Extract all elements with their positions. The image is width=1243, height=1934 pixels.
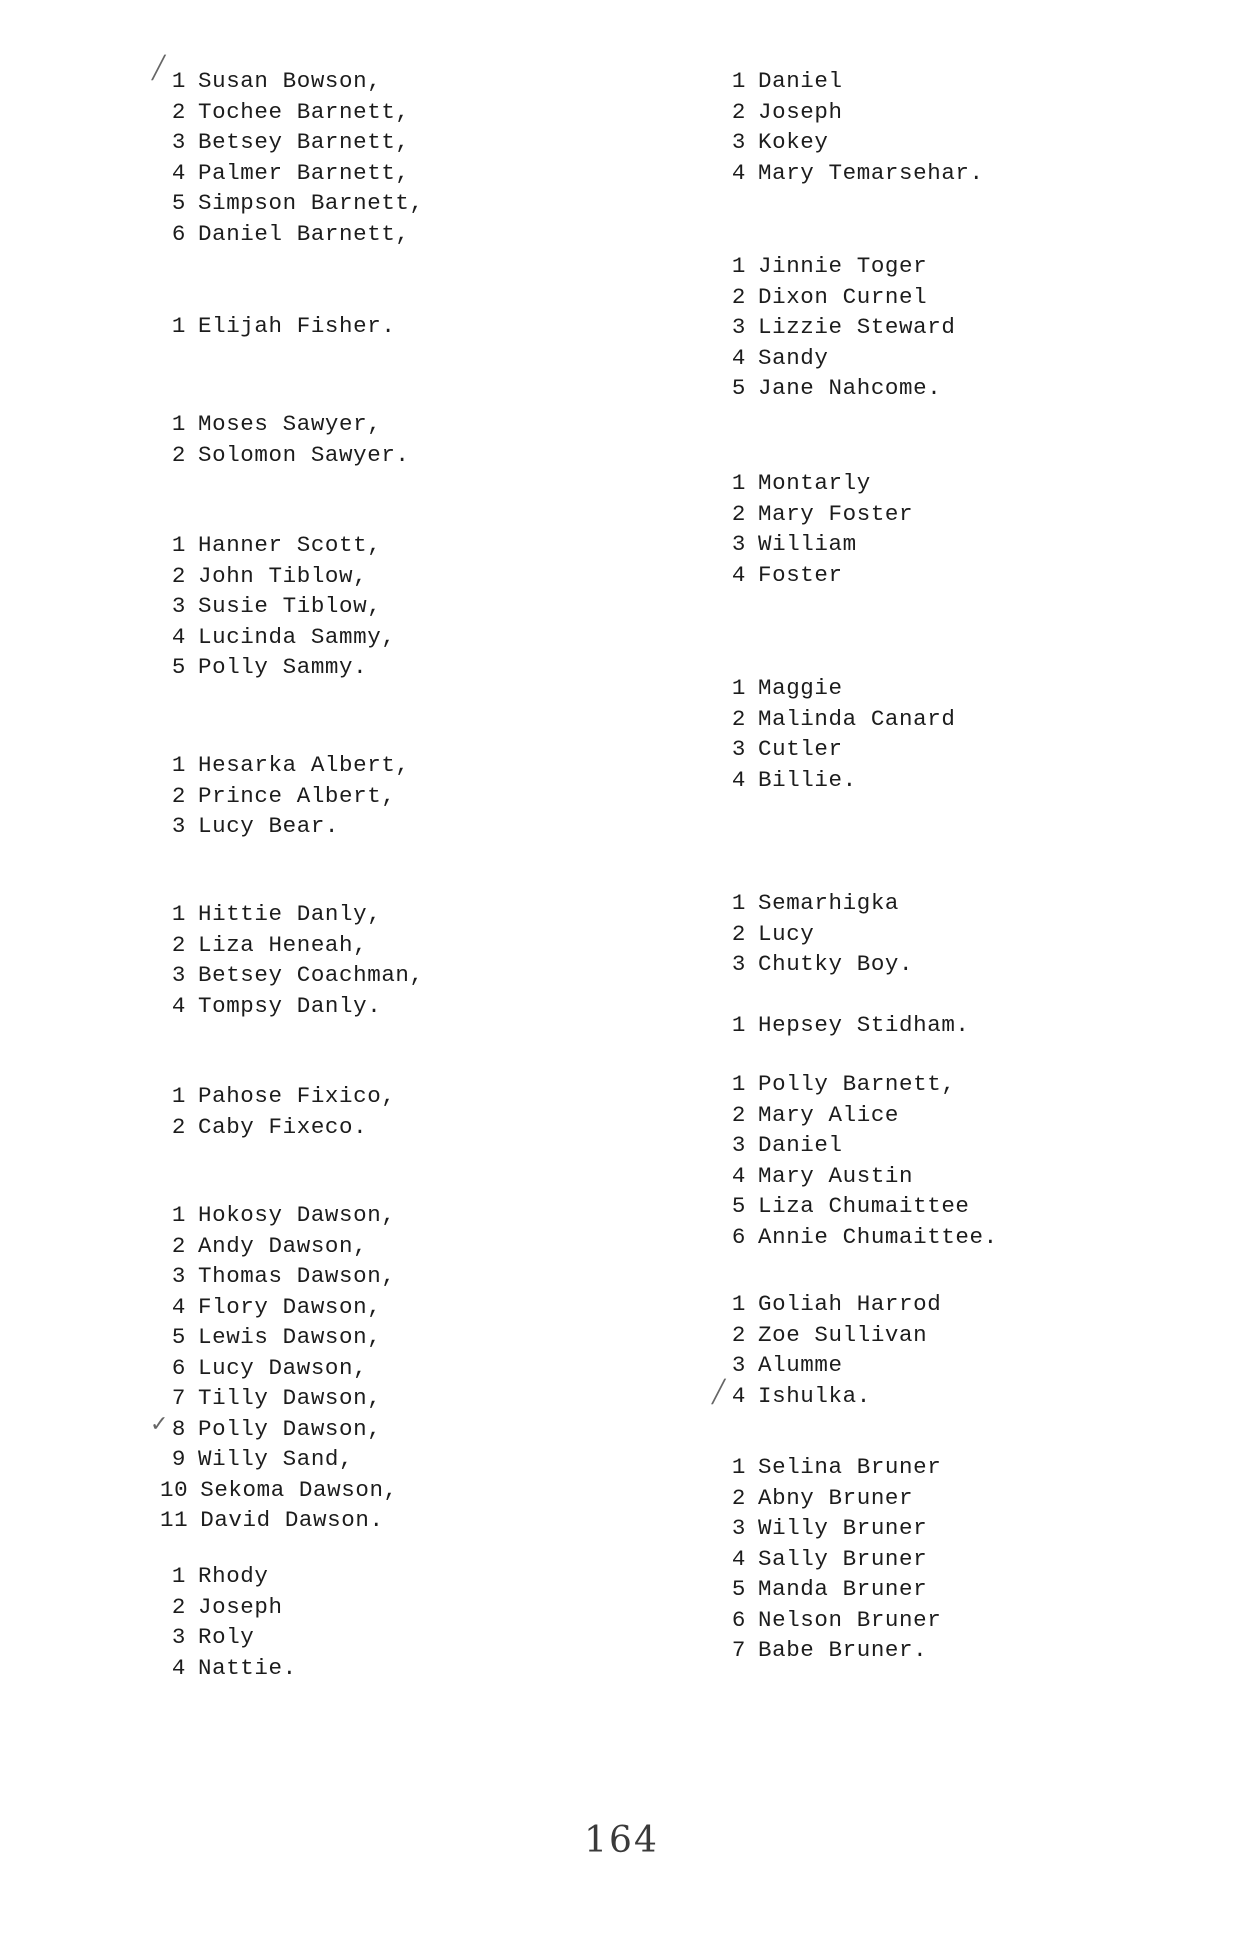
entry-number: 6 <box>171 220 186 247</box>
entry-number: 1 <box>171 1563 186 1589</box>
list-item <box>160 66 424 97</box>
entry-name: Goliah Harrod <box>758 1291 942 1317</box>
list-item <box>160 1561 297 1592</box>
entry-name: Nelson Bruner <box>758 1606 942 1633</box>
list-item <box>160 811 410 842</box>
entry-name: Mary Alice <box>758 1101 900 1128</box>
entry-name: John Tiblow, <box>198 562 368 589</box>
entry-name: Prince Albert, <box>198 782 396 809</box>
household-group <box>720 888 913 980</box>
entry-number: 2 <box>171 1232 186 1259</box>
entry-name: Liza Chumaittee <box>758 1193 970 1219</box>
entry-number: 5 <box>171 1324 186 1350</box>
entry-name: Susie Tiblow, <box>198 593 382 619</box>
entry-name: Jinnie Toger <box>758 253 928 279</box>
list-item <box>720 373 955 404</box>
entry-number: 1 <box>171 411 186 437</box>
list-item <box>720 704 955 735</box>
list-item <box>720 343 955 374</box>
entry-number: 2 <box>171 782 186 809</box>
entry-number: 3 <box>731 1132 746 1158</box>
entry-name: Lucy Bear. <box>198 813 340 839</box>
entry-name: Hokosy Dawson, <box>198 1202 396 1228</box>
entry-number: 4 <box>731 1382 746 1409</box>
entry-name: Lucinda Sammy, <box>198 623 396 650</box>
entry-number: 3 <box>731 736 746 762</box>
list-item <box>160 1383 398 1414</box>
entry-number: 1 <box>171 752 186 778</box>
entry-number: 1 <box>171 901 186 927</box>
page-number: 164 <box>584 1820 659 1861</box>
household-group <box>720 66 984 188</box>
list-item <box>720 97 984 128</box>
list-item <box>720 499 913 530</box>
list-item <box>160 991 424 1022</box>
list-item <box>720 765 955 796</box>
entry-name: Tompsy Danly. <box>198 992 382 1019</box>
entry-name: Maggie <box>758 675 843 701</box>
entry-name: Semarhigka <box>758 890 900 916</box>
entry-name: Mary Austin <box>758 1162 914 1189</box>
entry-name: Manda Bruner <box>758 1576 928 1602</box>
entry-number: 2 <box>171 441 186 468</box>
entry-number: 11 <box>160 1507 189 1533</box>
entry-name: Polly Barnett, <box>758 1071 956 1097</box>
entry-number: 1 <box>731 1071 746 1097</box>
list-item <box>160 409 410 440</box>
list-item <box>720 888 913 919</box>
list-item <box>720 1320 941 1351</box>
household-group <box>720 673 955 795</box>
entry-name: Mary Temarsehar. <box>758 159 984 186</box>
list-item <box>160 652 395 683</box>
entry-number: 3 <box>171 1624 186 1650</box>
entry-number: 10 <box>160 1476 189 1503</box>
entry-name: Abny Bruner <box>758 1484 914 1511</box>
entry-name: Kokey <box>758 129 829 155</box>
entry-name: Lucy <box>758 920 815 947</box>
entry-number: 2 <box>731 98 746 125</box>
entry-name: Jane Nahcome. <box>758 375 942 401</box>
household-group <box>160 1081 395 1142</box>
entry-number: 6 <box>731 1606 746 1633</box>
entry-number: 3 <box>731 951 746 977</box>
list-item <box>720 1191 998 1222</box>
list-item <box>720 1381 941 1412</box>
list-item <box>160 561 395 592</box>
entry-number: 8 <box>171 1415 186 1442</box>
entry-number: 3 <box>731 314 746 340</box>
list-item <box>720 1010 970 1041</box>
entry-name: Betsey Barnett, <box>198 129 410 155</box>
entry-number: 3 <box>731 1352 746 1378</box>
entry-name: Hesarka Albert, <box>198 752 410 778</box>
list-item <box>720 1289 941 1320</box>
entry-name: Mary Foster <box>758 500 914 527</box>
list-item <box>160 1231 398 1262</box>
check-mark-icon: ╱ <box>712 1380 726 1405</box>
list-item <box>720 282 955 313</box>
entry-number: 1 <box>731 470 746 496</box>
list-item <box>720 1130 998 1161</box>
entry-name: Hepsey Stidham. <box>758 1012 970 1038</box>
list-item <box>160 1505 398 1536</box>
list-item <box>160 440 410 471</box>
entry-number: 3 <box>731 129 746 155</box>
list-item <box>720 127 984 158</box>
entry-name: Polly Dawson, <box>198 1415 382 1442</box>
entry-number: 7 <box>731 1637 746 1663</box>
household-group <box>160 66 424 249</box>
entry-number: 3 <box>171 1263 186 1289</box>
entry-name: Sekoma Dawson, <box>200 1476 398 1503</box>
entry-name: Dixon Curnel <box>758 283 928 310</box>
entry-number: 3 <box>171 593 186 619</box>
household-group <box>720 1069 998 1252</box>
entry-number: 2 <box>731 283 746 310</box>
list-item <box>720 312 955 343</box>
list-item <box>720 734 955 765</box>
entry-name: Malinda Canard <box>758 705 956 732</box>
list-item <box>720 251 955 282</box>
list-item <box>160 311 395 342</box>
entry-number: 1 <box>731 675 746 701</box>
list-item <box>160 1261 398 1292</box>
list-item <box>720 949 913 980</box>
entry-name: Daniel <box>758 1132 843 1158</box>
list-item <box>720 66 984 97</box>
household-group <box>160 1561 297 1683</box>
household-group <box>720 468 913 590</box>
household-group <box>720 1289 941 1411</box>
entry-name: David Dawson. <box>200 1507 384 1533</box>
entry-number: 4 <box>171 1293 186 1320</box>
entry-name: Zoe Sullivan <box>758 1321 928 1348</box>
entry-name: Annie Chumaittee. <box>758 1223 998 1250</box>
household-group <box>160 530 395 683</box>
entry-number: 2 <box>731 705 746 732</box>
list-item <box>720 529 913 560</box>
entry-number: 3 <box>171 129 186 155</box>
entry-number: 1 <box>731 1012 746 1038</box>
check-mark-icon: ╱ <box>152 56 166 81</box>
entry-name: Selina Bruner <box>758 1454 942 1480</box>
entry-name: Caby Fixeco. <box>198 1113 368 1140</box>
entry-name: Ishulka. <box>758 1382 871 1409</box>
list-item <box>160 1353 398 1384</box>
entry-name: Willy Bruner <box>758 1515 928 1541</box>
entry-name: Joseph <box>198 1593 283 1620</box>
list-item <box>160 1653 297 1684</box>
entry-number: 2 <box>731 1101 746 1128</box>
entry-name: Tilly Dawson, <box>198 1385 382 1411</box>
household-group <box>160 409 410 470</box>
list-item <box>160 781 410 812</box>
entry-name: Flory Dawson, <box>198 1293 382 1320</box>
list-item <box>160 1444 398 1475</box>
entry-number: 3 <box>171 813 186 839</box>
entry-number: 1 <box>171 532 186 558</box>
entry-number: 7 <box>171 1385 186 1411</box>
entry-name: Lucy Dawson, <box>198 1354 368 1381</box>
entry-name: Tochee Barnett, <box>198 98 410 125</box>
entry-name: Willy Sand, <box>198 1446 354 1472</box>
entry-number: 1 <box>171 1202 186 1228</box>
household-group <box>160 311 395 342</box>
list-item <box>720 1069 998 1100</box>
entry-number: 4 <box>731 1545 746 1572</box>
entry-name: Palmer Barnett, <box>198 159 410 186</box>
entry-number: 4 <box>731 561 746 588</box>
list-item <box>160 97 424 128</box>
list-item <box>160 1475 398 1506</box>
entry-number: 3 <box>731 1515 746 1541</box>
entry-number: 4 <box>731 766 746 793</box>
list-item <box>160 1622 297 1653</box>
entry-number: 2 <box>171 98 186 125</box>
list-item <box>720 158 984 189</box>
entry-number: 5 <box>171 190 186 216</box>
entry-name: Pahose Fixico, <box>198 1083 396 1109</box>
household-group <box>160 1200 398 1536</box>
entry-number: 6 <box>731 1223 746 1250</box>
entry-number: 1 <box>731 68 746 94</box>
entry-number: 1 <box>171 313 186 339</box>
entry-number: 5 <box>731 375 746 401</box>
list-item <box>160 530 395 561</box>
list-item <box>160 930 424 961</box>
entry-number: 1 <box>731 1291 746 1317</box>
entry-name: Moses Sawyer, <box>198 411 382 437</box>
household-group <box>720 1452 941 1666</box>
entry-name: Simpson Barnett, <box>198 190 424 216</box>
entry-name: Cutler <box>758 736 843 762</box>
entry-number: 4 <box>171 992 186 1019</box>
entry-number: 1 <box>171 68 186 94</box>
list-item <box>160 1414 398 1445</box>
entry-name: Alumme <box>758 1352 843 1378</box>
entry-number: 4 <box>171 623 186 650</box>
entry-number: 1 <box>731 253 746 279</box>
entry-number: 5 <box>731 1193 746 1219</box>
list-item <box>160 960 424 991</box>
entry-number: 4 <box>731 344 746 371</box>
household-group <box>720 251 955 404</box>
entry-name: Thomas Dawson, <box>198 1263 396 1289</box>
list-item <box>160 1112 395 1143</box>
list-item <box>160 1592 297 1623</box>
list-item <box>160 622 395 653</box>
list-item <box>720 560 913 591</box>
entry-number: 2 <box>171 931 186 958</box>
entry-name: Hittie Danly, <box>198 901 382 927</box>
list-item <box>720 1452 941 1483</box>
list-item <box>160 1322 398 1353</box>
entry-name: Nattie. <box>198 1654 297 1681</box>
entry-name: Andy Dawson, <box>198 1232 368 1259</box>
list-item <box>720 1483 941 1514</box>
entry-number: 2 <box>171 1113 186 1140</box>
household-group <box>720 1010 970 1041</box>
list-item <box>720 1222 998 1253</box>
entry-number: 3 <box>171 962 186 988</box>
list-item <box>720 1350 941 1381</box>
entry-name: William <box>758 531 857 557</box>
entry-number: 3 <box>731 531 746 557</box>
entry-name: Sally Bruner <box>758 1545 928 1572</box>
list-item <box>720 673 955 704</box>
list-item <box>720 1574 941 1605</box>
entry-number: 4 <box>171 159 186 186</box>
list-item <box>720 1161 998 1192</box>
list-item <box>160 188 424 219</box>
entry-number: 6 <box>171 1354 186 1381</box>
list-item <box>720 919 913 950</box>
entry-name: Chutky Boy. <box>758 951 914 977</box>
entry-number: 2 <box>731 920 746 947</box>
household-group <box>160 899 424 1021</box>
entry-number: 2 <box>731 1321 746 1348</box>
entry-name: Betsey Coachman, <box>198 962 424 988</box>
entry-name: Daniel Barnett, <box>198 220 410 247</box>
entry-name: Elijah Fisher. <box>198 313 396 339</box>
list-item <box>160 591 395 622</box>
list-item <box>160 1081 395 1112</box>
entry-name: Susan Bowson, <box>198 68 382 94</box>
entry-name: Montarly <box>758 470 871 496</box>
list-item <box>160 1200 398 1231</box>
entry-name: Foster <box>758 561 843 588</box>
list-item <box>720 1100 998 1131</box>
entry-name: Hanner Scott, <box>198 532 382 558</box>
list-item <box>160 219 424 250</box>
list-item <box>160 899 424 930</box>
list-item <box>160 750 410 781</box>
entry-number: 9 <box>171 1446 186 1472</box>
entry-number: 1 <box>731 890 746 916</box>
entry-number: 2 <box>171 562 186 589</box>
entry-name: Sandy <box>758 344 829 371</box>
entry-name: Joseph <box>758 98 843 125</box>
entry-name: Lewis Dawson, <box>198 1324 382 1350</box>
check-mark-icon: ✓ <box>150 1412 169 1437</box>
entry-name: Daniel <box>758 68 843 94</box>
entry-number: 1 <box>731 1454 746 1480</box>
list-item <box>160 1292 398 1323</box>
entry-name: Rhody <box>198 1563 269 1589</box>
entry-name: Lizzie Steward <box>758 314 956 340</box>
entry-number: 2 <box>731 1484 746 1511</box>
entry-number: 1 <box>171 1083 186 1109</box>
list-item <box>720 1635 941 1666</box>
entry-number: 2 <box>171 1593 186 1620</box>
entry-number: 5 <box>731 1576 746 1602</box>
list-item <box>160 127 424 158</box>
entry-name: Babe Bruner. <box>758 1637 928 1663</box>
list-item <box>160 158 424 189</box>
entry-number: 4 <box>731 159 746 186</box>
entry-number: 2 <box>731 500 746 527</box>
entry-number: 4 <box>731 1162 746 1189</box>
entry-name: Solomon Sawyer. <box>198 441 410 468</box>
list-item <box>720 1513 941 1544</box>
list-item <box>720 1605 941 1636</box>
entry-number: 5 <box>171 654 186 680</box>
list-item <box>720 1544 941 1575</box>
entry-name: Liza Heneah, <box>198 931 368 958</box>
list-item <box>720 468 913 499</box>
entry-name: Billie. <box>758 766 857 793</box>
entry-name: Polly Sammy. <box>198 654 368 680</box>
entry-name: Roly <box>198 1624 255 1650</box>
entry-number: 4 <box>171 1654 186 1681</box>
household-group <box>160 750 410 842</box>
